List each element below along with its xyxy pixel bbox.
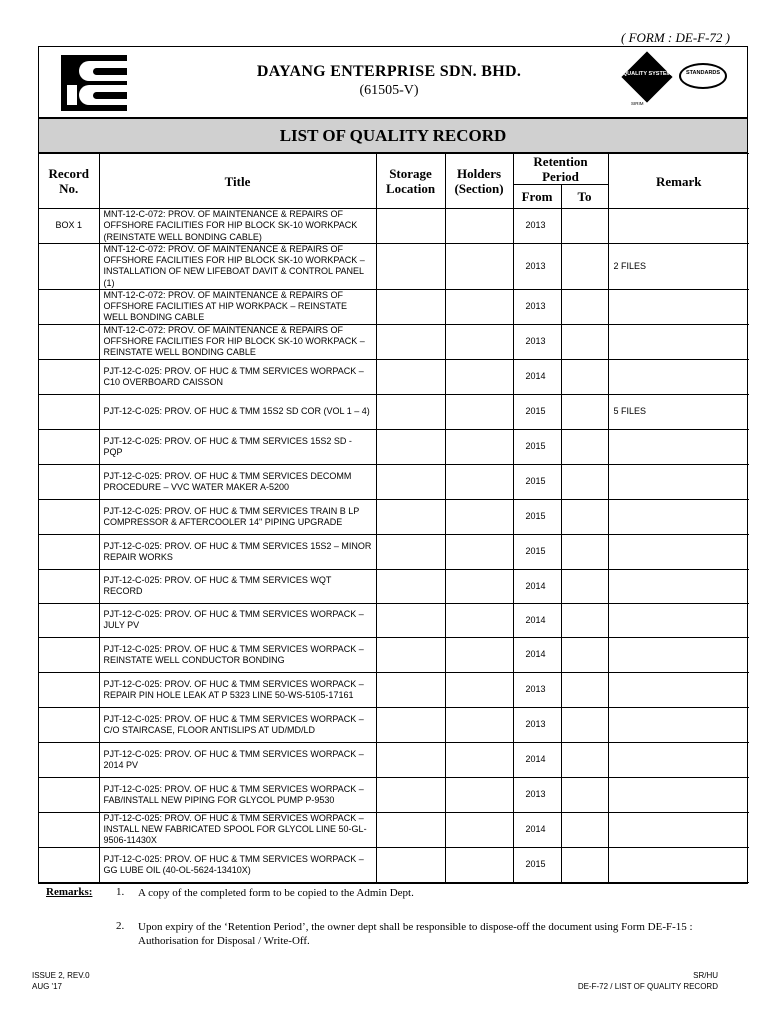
to-cell [561, 672, 608, 707]
header-record-no: Record No. [39, 154, 99, 209]
remark-cell [608, 464, 749, 499]
holders-cell [445, 289, 513, 324]
remark-cell [608, 534, 749, 569]
holders-cell [445, 812, 513, 847]
header-title: Title [99, 154, 376, 209]
storage-location-cell [376, 812, 445, 847]
title-cell: PJT-12-C-025: PROV. OF HUC & TMM SERVICES 15S2 SD - PQP [99, 429, 376, 464]
holders-cell [445, 209, 513, 244]
table-row [39, 499, 749, 534]
remark-cell [608, 672, 749, 707]
remark-cell [608, 359, 749, 394]
holders-cell [445, 359, 513, 394]
record-no-cell [39, 847, 99, 882]
to-cell [561, 603, 608, 637]
record-no-cell [39, 603, 99, 637]
to-cell [561, 534, 608, 569]
remark-cell [608, 777, 749, 812]
from-cell: 2014 [513, 569, 561, 603]
remark-cell [608, 847, 749, 882]
holders-cell [445, 707, 513, 742]
table-row [39, 742, 749, 777]
remark-cell [608, 429, 749, 464]
storage-location-cell [376, 394, 445, 429]
storage-location-cell [376, 534, 445, 569]
to-cell [561, 289, 608, 324]
company-logo [61, 55, 127, 111]
record-no-cell [39, 429, 99, 464]
remark-cell: 5 FILES [608, 394, 749, 429]
record-no-cell [39, 534, 99, 569]
table-row [39, 637, 749, 672]
from-cell: 2013 [513, 324, 561, 359]
table-row [39, 777, 749, 812]
record-no-cell [39, 707, 99, 742]
remark-cell [608, 707, 749, 742]
title-cell: PJT-12-C-025: PROV. OF HUC & TMM SERVICES WQT RECORD [99, 569, 376, 603]
to-cell [561, 499, 608, 534]
from-cell: 2014 [513, 812, 561, 847]
storage-location-cell [376, 569, 445, 603]
record-no-cell [39, 499, 99, 534]
title-cell: PJT-12-C-025: PROV. OF HUC & TMM SERVICES WORPACK – INSTALL NEW FABRICATED SPOOL FOR GLYCOL LINE 50-GL-9506-11430X [99, 812, 376, 847]
letterhead [39, 47, 747, 119]
storage-location-cell [376, 324, 445, 359]
record-no-cell [39, 637, 99, 672]
remark-cell [608, 637, 749, 672]
holders-cell [445, 464, 513, 499]
from-cell: 2014 [513, 359, 561, 394]
document-title: LIST OF QUALITY RECORD [39, 119, 747, 153]
record-no-cell [39, 742, 99, 777]
storage-location-cell [376, 707, 445, 742]
to-cell [561, 324, 608, 359]
standards-icon [679, 63, 727, 89]
table-row [39, 534, 749, 569]
to-cell [561, 569, 608, 603]
from-cell: 2013 [513, 244, 561, 290]
remark-cell [608, 324, 749, 359]
record-no-cell: BOX 1 [39, 209, 99, 244]
holders-cell [445, 569, 513, 603]
to-cell [561, 637, 608, 672]
from-cell: 2015 [513, 394, 561, 429]
to-cell [561, 777, 608, 812]
holders-cell [445, 394, 513, 429]
storage-location-cell [376, 244, 445, 290]
quality-system-icon [622, 52, 673, 103]
title-cell: PJT-12-C-025: PROV. OF HUC & TMM SERVICES WORPACK –C/O STAIRCASE, FLOOR ANTISLIPS AT UD/MD/LD [99, 707, 376, 742]
title-cell: PJT-12-C-025: PROV. OF HUC & TMM SERVICES WORPACK – C10 OVERBOARD CAISSON [99, 359, 376, 394]
table-row [39, 209, 749, 244]
issue-revision: ISSUE 2, REV.0 [32, 971, 90, 980]
record-no-cell [39, 324, 99, 359]
table-row [39, 672, 749, 707]
holders-cell [445, 603, 513, 637]
from-cell: 2015 [513, 534, 561, 569]
header-remark: Remark [608, 154, 749, 209]
header-storage-location: Storage Location [376, 154, 445, 209]
title-cell: PJT-12-C-025: PROV. OF HUC & TMM SERVICES 15S2 – MINOR REPAIR WORKS [99, 534, 376, 569]
footer-initials: SR/HU [693, 971, 718, 980]
record-no-cell [39, 812, 99, 847]
holders-cell [445, 637, 513, 672]
footer-left [32, 970, 90, 992]
remark-cell [608, 812, 749, 847]
header-holders: Holders (Section) [445, 154, 513, 209]
to-cell [561, 707, 608, 742]
title-cell: MNT-12-C-072: PROV. OF MAINTENANCE & REPAIRS OF OFFSHORE FACILITIES FOR HIP BLOCK SK-10 WORKPACK – INSTALLATION OF NEW LIFEBOAT DAVIT & CONTROL PANEL (1) [99, 244, 376, 290]
company-registration: (61505-V) [359, 83, 419, 98]
table-row [39, 289, 749, 324]
storage-location-cell [376, 209, 445, 244]
from-cell: 2015 [513, 847, 561, 882]
table-row [39, 464, 749, 499]
holders-cell [445, 847, 513, 882]
storage-location-cell [376, 777, 445, 812]
holders-cell [445, 534, 513, 569]
remark-cell [608, 569, 749, 603]
table-row [39, 812, 749, 847]
remark-cell [608, 603, 749, 637]
title-cell: PJT-12-C-025: PROV. OF HUC & TMM SERVICES TRAIN B LP COMPRESSOR & AFTERCOOLER 14" PIPING UPGRADE [99, 499, 376, 534]
remarks-label: Remarks: [46, 886, 93, 898]
table-row [39, 244, 749, 290]
footer-right [578, 970, 718, 992]
storage-location-cell [376, 499, 445, 534]
from-cell: 2013 [513, 209, 561, 244]
record-no-cell [39, 569, 99, 603]
record-no-cell [39, 777, 99, 812]
title-cell: PJT-12-C-025: PROV. OF HUC & TMM SERVICES WORPACK – JULY PV [99, 603, 376, 637]
header-retention-period: Retention Period [513, 154, 608, 185]
storage-location-cell [376, 429, 445, 464]
storage-location-cell [376, 672, 445, 707]
holders-cell [445, 742, 513, 777]
record-no-cell [39, 244, 99, 290]
remark-cell: 2 FILES [608, 244, 749, 290]
storage-location-cell [376, 742, 445, 777]
from-cell: 2013 [513, 707, 561, 742]
certification-logos: QUALITY SYSTEM STANDARDS SIRIM [621, 55, 731, 111]
title-cell: MNT-12-C-072: PROV. OF MAINTENANCE & REPAIRS OF OFFSHORE FACILITIES FOR HIP BLOCK SK-10 WORKPACK – REINSTATE WELL BONDING CABLE [99, 324, 376, 359]
storage-location-cell [376, 847, 445, 882]
remark-cell [608, 499, 749, 534]
storage-location-cell [376, 359, 445, 394]
title-cell: PJT-12-C-025: PROV. OF HUC & TMM SERVICES WORPACK – REPAIR PIN HOLE LEAK AT P 5323 LINE 50-WS-5105-17161 [99, 672, 376, 707]
to-cell [561, 209, 608, 244]
record-no-cell [39, 359, 99, 394]
holders-cell [445, 777, 513, 812]
company-block [189, 63, 589, 99]
title-cell: PJT-12-C-025: PROV. OF HUC & TMM 15S2 SD COR (VOL 1 – 4) [99, 394, 376, 429]
record-no-cell [39, 289, 99, 324]
title-cell: PJT-12-C-025: PROV. OF HUC & TMM SERVICES WORPACK – 2014 PV [99, 742, 376, 777]
storage-location-cell [376, 464, 445, 499]
title-cell: PJT-12-C-025: PROV. OF HUC & TMM SERVICES WORPACK –GG LUBE OIL (40-OL-5624-13410X) [99, 847, 376, 882]
footer-form-ref: DE-F-72 / LIST OF QUALITY RECORD [577, 982, 718, 991]
title-cell: PJT-12-C-025: PROV. OF HUC & TMM SERVICES WORPACK – REINSTATE WELL CONDUCTOR BONDING [99, 637, 376, 672]
record-no-cell [39, 464, 99, 499]
table-row [39, 603, 749, 637]
from-cell: 2014 [513, 603, 561, 637]
holders-cell [445, 244, 513, 290]
from-cell: 2014 [513, 742, 561, 777]
table-row [39, 324, 749, 359]
title-cell: PJT-12-C-025: PROV. OF HUC & TMM SERVICES WORPACK –FAB/INSTALL NEW PIPING FOR GLYCOL PUMP P-9530 [99, 777, 376, 812]
holders-cell [445, 672, 513, 707]
holders-cell [445, 499, 513, 534]
to-cell [561, 742, 608, 777]
to-cell [561, 244, 608, 290]
from-cell: 2015 [513, 499, 561, 534]
record-no-cell [39, 672, 99, 707]
header-to: To [561, 185, 608, 209]
from-cell: 2014 [513, 637, 561, 672]
form-frame [38, 46, 748, 884]
table-row [39, 359, 749, 394]
storage-location-cell [376, 603, 445, 637]
table-row [39, 569, 749, 603]
storage-location-cell [376, 637, 445, 672]
table-row [39, 429, 749, 464]
holders-cell [445, 324, 513, 359]
to-cell [561, 394, 608, 429]
record-no-cell [39, 394, 99, 429]
from-cell: 2013 [513, 289, 561, 324]
from-cell: 2015 [513, 429, 561, 464]
storage-location-cell [376, 289, 445, 324]
quality-record-table [39, 153, 749, 883]
header-from: From [513, 185, 561, 209]
remark-cell [608, 209, 749, 244]
title-cell: PJT-12-C-025: PROV. OF HUC & TMM SERVICES DECOMM PROCEDURE – VVC WATER MAKER A-5200 [99, 464, 376, 499]
title-cell: MNT-12-C-072: PROV. OF MAINTENANCE & REPAIRS OF OFFSHORE FACILITIES AT HIP WORKPACK – REINSTATE WELL BONDING CABLE [99, 289, 376, 324]
issue-date: AUG '17 [32, 982, 62, 991]
remark-cell [608, 742, 749, 777]
to-cell [561, 464, 608, 499]
company-name: DAYANG ENTERPRISE SDN. BHD. [256, 63, 522, 80]
from-cell: 2015 [513, 464, 561, 499]
holders-cell [445, 429, 513, 464]
to-cell [561, 429, 608, 464]
title-cell: MNT-12-C-072: PROV. OF MAINTENANCE & REPAIRS OF OFFSHORE FACILITIES FOR HIP BLOCK SK-10 WORKPACK (REINSTATE WELL BONDING CABLE) [99, 209, 376, 244]
table-row [39, 847, 749, 882]
table-row [39, 707, 749, 742]
to-cell [561, 847, 608, 882]
remark-cell [608, 289, 749, 324]
from-cell: 2013 [513, 672, 561, 707]
from-cell: 2013 [513, 777, 561, 812]
table-row [39, 394, 749, 429]
form-code: ( FORM : DE-F-72 ) [620, 30, 730, 45]
to-cell [561, 812, 608, 847]
to-cell [561, 359, 608, 394]
